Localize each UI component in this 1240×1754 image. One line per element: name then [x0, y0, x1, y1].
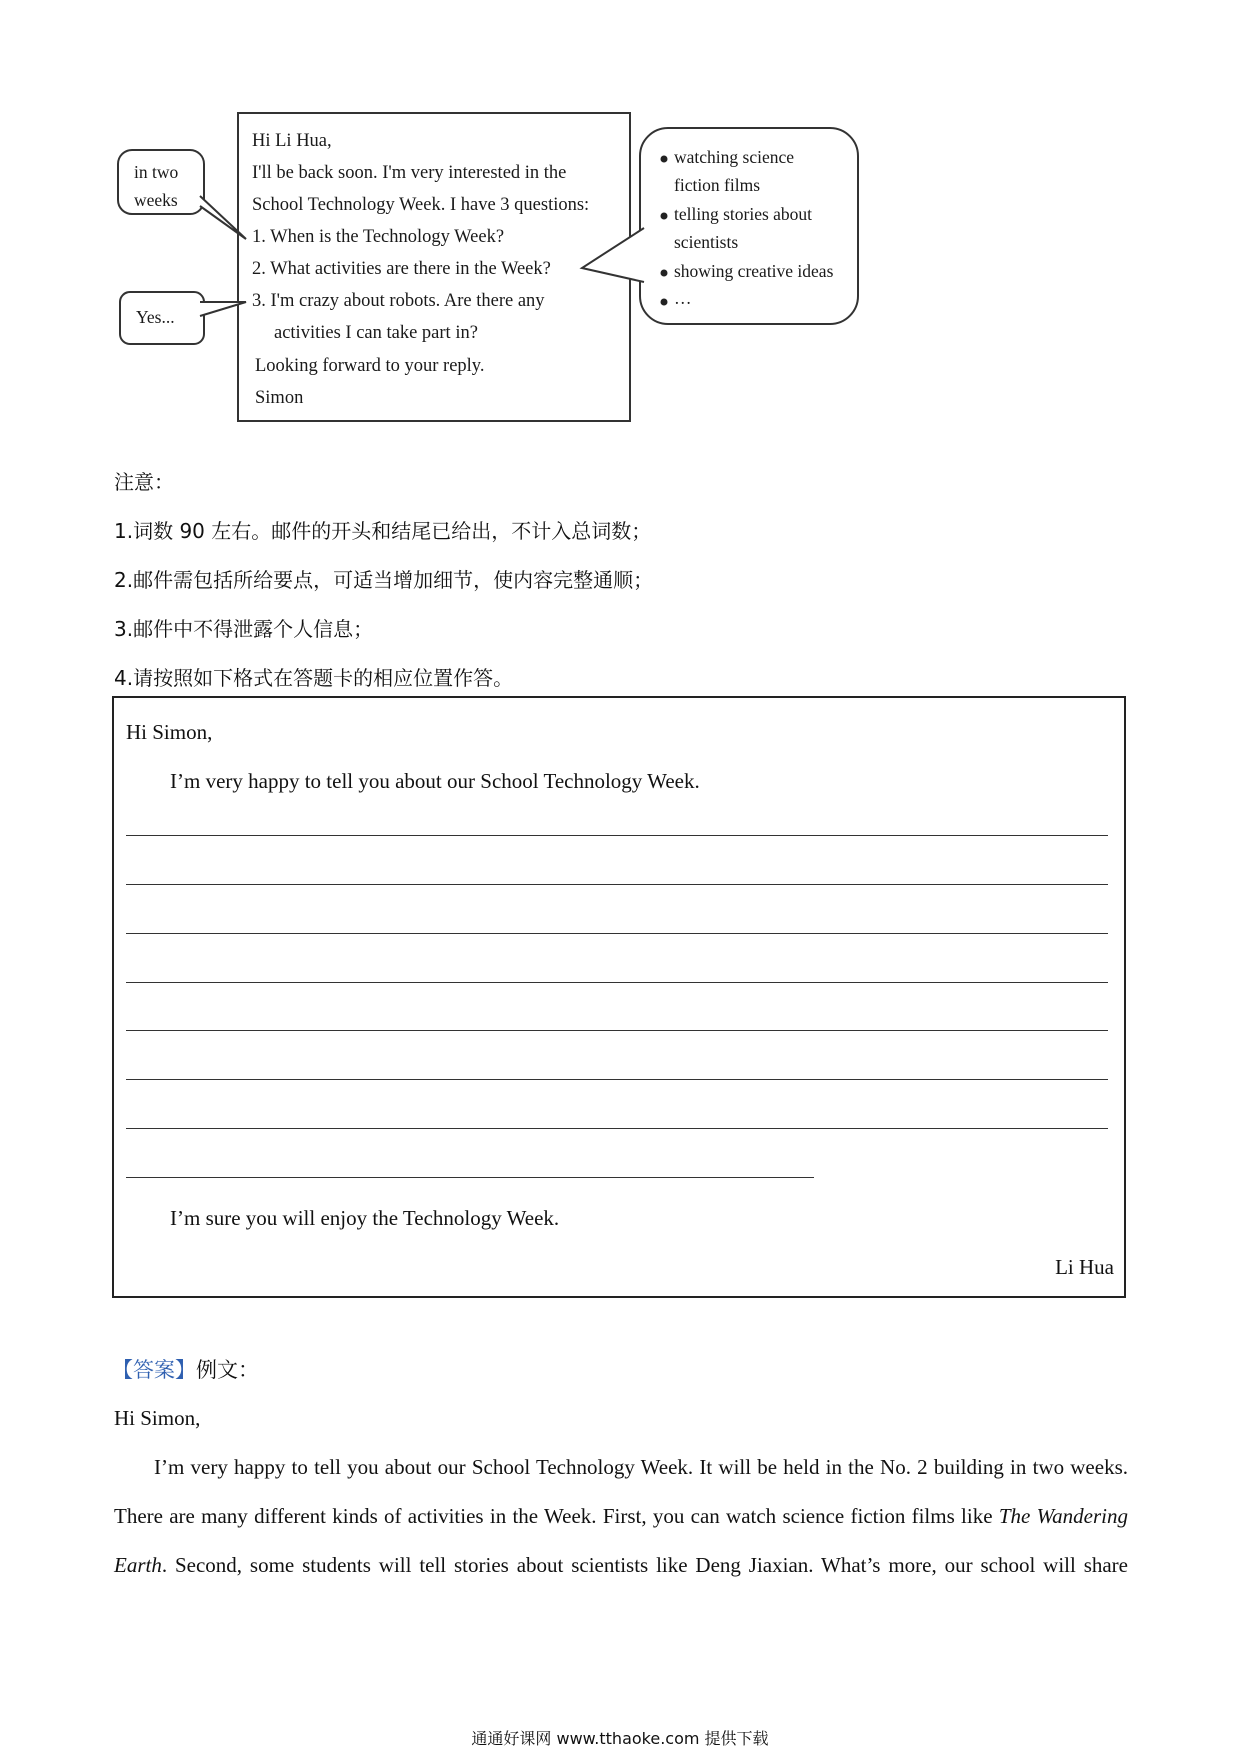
answer-line-2-title: The Wandering: [998, 1504, 1128, 1528]
writing-line: [126, 1128, 1108, 1129]
bubble-activities-pointer: [582, 228, 644, 282]
writing-line: [126, 884, 1108, 885]
answer-line-1: I’m very happy to tell you about our School Technology Week. It will be held in the No. 2 building in two weeks.: [154, 1455, 1128, 1479]
writing-line: [126, 1030, 1108, 1031]
email-question-1: 1. When is the Technology Week?: [252, 227, 505, 247]
activity-item: showing creative ideas: [674, 261, 834, 281]
activity-item: telling stories about: [674, 204, 813, 224]
activity-item: …: [674, 288, 692, 308]
writing-line: [126, 1177, 814, 1178]
box-greeting: Hi Simon,: [126, 720, 213, 744]
answer-heading: [112, 1354, 259, 1384]
email-question-2: 2. What activities are there in the Week?: [252, 259, 551, 279]
email-figure: [112, 108, 872, 428]
activity-item: fiction films: [674, 175, 761, 195]
bubble-when-line-2: weeks: [134, 190, 178, 210]
bubble-yes-pointer: [200, 302, 246, 316]
page-footer: 通通好课网 www.tthaoke.com 提供下载: [471, 1729, 769, 1748]
notes-title: 注意：: [114, 470, 174, 494]
answer-line-3-text: . Second, some students will tell stories about scientists like Deng Jiaxian. What’s more, our school will share: [161, 1553, 1128, 1577]
bullet: [661, 156, 668, 163]
bullet: [661, 213, 668, 220]
answer-paragraph: [114, 1455, 1128, 1595]
box-signature: Li Hua: [1055, 1255, 1114, 1279]
answer-line-3: [114, 1553, 1128, 1578]
answer-format-box: [112, 696, 1126, 1298]
box-closing-line: I’m sure you will enjoy the Technology Week.: [170, 1206, 560, 1230]
box-opening-line: I’m very happy to tell you about our School Technology Week.: [170, 769, 700, 793]
email-line-2: School Technology Week. I have 3 questions:: [252, 195, 590, 215]
note-item: 4.请按照如下格式在答题卡的相应位置作答。: [114, 666, 514, 690]
bullet: [661, 299, 668, 306]
bullet: [661, 270, 668, 277]
email-closing: Looking forward to your reply.: [255, 356, 485, 376]
writing-line: [126, 933, 1108, 934]
answer-tag: 【答案】: [112, 1358, 196, 1382]
answer-line-2: [114, 1504, 1128, 1529]
email-question-3b: activities I can take part in?: [274, 323, 478, 343]
bubble-when-pointer: [200, 196, 246, 239]
bubble-when-line-1: in two: [134, 162, 179, 182]
writing-line: [126, 982, 1108, 983]
answer-label: 例文：: [196, 1358, 259, 1382]
note-item: 1.词数 90 左右。邮件的开头和结尾已给出，不计入总词数；: [114, 519, 652, 543]
activity-item: scientists: [674, 232, 739, 252]
answer-greeting: Hi Simon,: [114, 1406, 201, 1430]
answer-line-2-text: There are many different kinds of activities in the Week. First, you can watch science fiction films like: [114, 1504, 999, 1528]
bubble-yes-text: Yes...: [136, 307, 175, 327]
email-question-3a: 3. I'm crazy about robots. Are there any: [252, 291, 545, 311]
writing-line: [126, 835, 1108, 836]
email-signature: Simon: [255, 388, 304, 408]
answer-line-3-title: Earth: [114, 1553, 162, 1577]
note-item: 3.邮件中不得泄露个人信息；: [114, 617, 374, 641]
note-item: 2.邮件需包括所给要点，可适当增加细节，使内容完整通顺；: [114, 568, 654, 592]
email-line-1: I'll be back soon. I'm very interested in the: [252, 163, 567, 183]
writing-line: [126, 1079, 1108, 1080]
email-greeting: Hi Li Hua,: [252, 131, 332, 151]
activity-item: watching science: [674, 147, 795, 167]
